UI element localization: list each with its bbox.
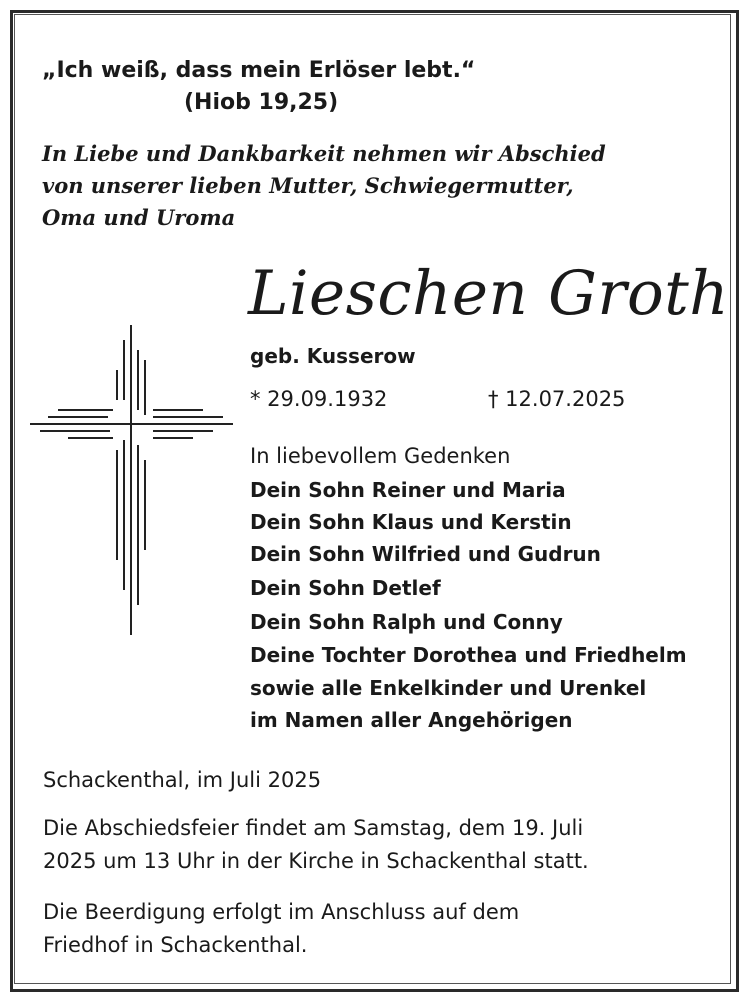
mourner-7: sowie alle Enkelkinder und Urenkel (250, 676, 647, 700)
place-date: Schackenthal, im Juli 2025 (43, 768, 322, 792)
intro-line-1: In Liebe und Dankbarkeit nehmen wir Abschied (42, 141, 606, 166)
burial-line-1: Die Beerdigung erfolgt im Anschluss auf dem (43, 900, 520, 924)
ceremony-line-2: 2025 um 13 Uhr in der Kirche in Schackenthal statt. (43, 849, 589, 873)
burial-line-2: Friedhof in Schackenthal. (43, 933, 308, 957)
mourner-8: im Namen aller Angehörigen (250, 708, 573, 732)
intro-line-2: von unserer lieben Mutter, Schwiegermutter, (42, 173, 574, 198)
deceased-name: Lieschen Groth (248, 258, 730, 329)
bible-quote-source: (Hiob 19,25) (184, 90, 339, 115)
birth-name: geb. Kusserow (250, 344, 416, 368)
mourner-1: Dein Sohn Reiner und Maria (250, 478, 566, 502)
birth-date: * 29.09.1932 (250, 387, 388, 411)
mourner-3: Dein Sohn Wilfried und Gudrun (250, 542, 601, 566)
ceremony-line-1: Die Abschiedsfeier findet am Samstag, dem 19. Juli (43, 816, 584, 840)
cross-icon (28, 320, 238, 640)
mourner-6: Deine Tochter Dorothea und Friedhelm (250, 643, 687, 667)
intro-line-3: Oma und Uroma (42, 205, 236, 230)
mourner-2: Dein Sohn Klaus und Kerstin (250, 510, 572, 534)
bible-quote: „Ich weiß, dass mein Erlöser lebt.“ (42, 58, 476, 83)
death-date: † 12.07.2025 (488, 387, 626, 411)
mourner-5: Dein Sohn Ralph und Conny (250, 610, 563, 634)
mourner-4: Dein Sohn Detlef (250, 576, 441, 600)
mourners-heading: In liebevollem Gedenken (250, 444, 511, 468)
